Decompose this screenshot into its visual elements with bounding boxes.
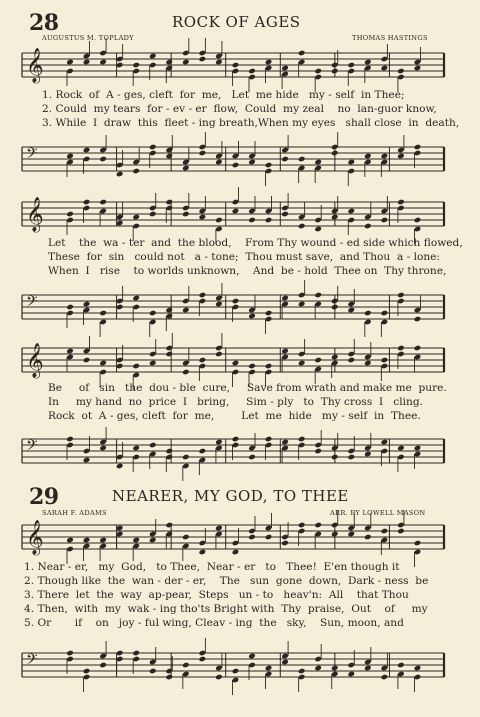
lyric-line: 2. Though like the wan - der - er, The sun gone down, Dark - ness be (24, 575, 429, 587)
lyric-line: Rock ot A - ges, cleft for me, Let me hide my - self in Thee. (48, 410, 421, 422)
lyric-line: 4. Then, with my wak - ing tho'ts Bright with Thy praise, Out of my (24, 603, 428, 615)
treble-staff (0, 190, 480, 238)
bass-clef-icon: 𝄢 (26, 145, 38, 166)
treble-clef-icon: 𝄞 (26, 343, 44, 378)
lyric-line: These for sin could not a - tone; Thou must save, and Thou a - lone: (48, 251, 441, 263)
hymn-number: 28 (29, 10, 59, 36)
lyric-line: 1. Near - er, my God, to Thee, Near - er to Thee! E'en though it (24, 561, 400, 573)
bass-staff (0, 636, 480, 694)
bass-staff (0, 134, 480, 184)
treble-clef-icon: 𝄞 (26, 520, 44, 555)
lyric-line: Be of sin the dou - ble cure, Save from wrath and make me pure. (48, 382, 447, 394)
bass-clef-icon: 𝄢 (26, 437, 38, 458)
treble-staff (0, 512, 480, 562)
lyric-line: In my hand no price I bring, Sim - ply to Thy cross I cling. (48, 396, 423, 408)
lyricist-credit: AUGUSTUS M. TOPLADY (42, 34, 134, 42)
note-heads (66, 427, 421, 481)
bass-clef-icon: 𝄢 (26, 293, 38, 314)
lyric-line: 1. Rock of A - ges, cleft for me, Let me hide my - self in Thee; (42, 89, 405, 101)
lyric-line: When I rise to worlds unknown, And be - hold Thee on Thy throne, (48, 265, 447, 277)
lyric-line: 3. There let the way ap-pear, Steps un - to heav'n: All that Thou (24, 589, 409, 601)
note-heads (66, 280, 421, 337)
note-heads (66, 187, 421, 244)
composer-credit: THOMAS HASTINGS (352, 34, 428, 42)
hymn-title: NEARER, MY GOD, TO THEE (112, 487, 349, 505)
hymn-number: 29 (29, 484, 59, 510)
lyric-line: 2. Could my tears for - ev - er flow, Could my zeal no lan-guor know, (42, 103, 437, 115)
bass-clef-icon: 𝄢 (26, 651, 38, 672)
bass-staff (0, 282, 480, 332)
lyric-line: 5. Or if on joy - ful wing, Cleav - ing the sky, Sun, moon, and (24, 617, 404, 629)
treble-staff (0, 336, 480, 384)
treble-clef-icon: 𝄞 (26, 48, 44, 83)
note-heads (66, 638, 421, 695)
composer-credit: ARR. BY LOWELL MASON (330, 509, 426, 517)
note-heads (66, 510, 421, 567)
lyric-line: 3. While I draw this fleet - ing breath,When my eyes shall close in death, (42, 117, 460, 129)
lyric-line: Let the wa - ter and the blood, From Thy wound - ed side which flowed, (48, 237, 463, 249)
lyricist-credit: SARAH F. ADAMS (42, 509, 107, 517)
staff-lines (22, 202, 444, 226)
treble-clef-icon: 𝄞 (26, 197, 44, 232)
bass-staff (0, 426, 480, 476)
staff-lines (22, 653, 444, 677)
hymn-title: ROCK OF AGES (172, 13, 301, 31)
treble-staff (0, 40, 480, 90)
